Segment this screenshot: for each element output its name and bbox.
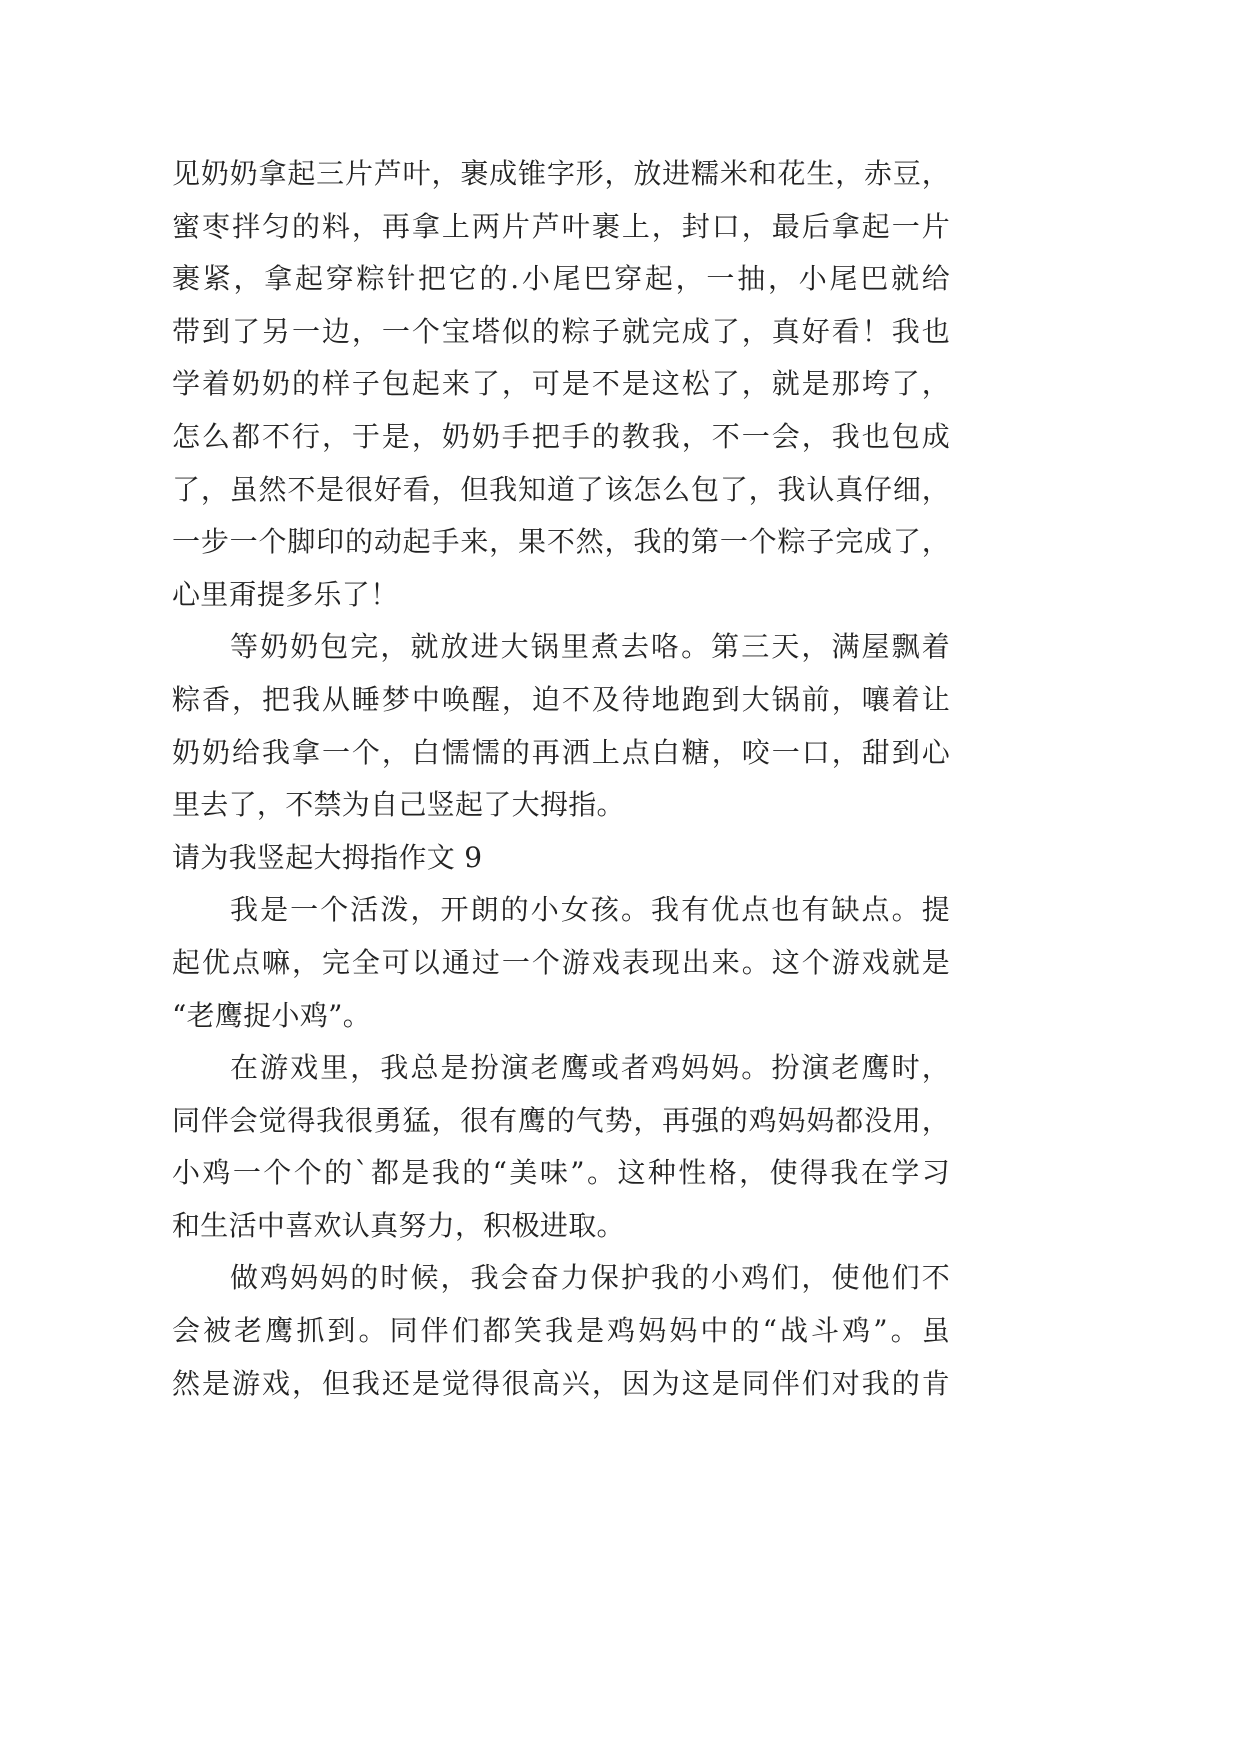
text-line: 起优点嘛，完全可以通过一个游戏表现出来。这个游戏就是	[172, 945, 950, 979]
text-line: 在游戏里，我总是扮演老鹰或者鸡妈妈。扮演老鹰时，	[230, 1051, 950, 1085]
text-line: 做鸡妈妈的时候，我会奋力保护我的小鸡们，使他们不	[230, 1261, 950, 1295]
paragraph	[172, 884, 950, 1042]
text-line: 同伴会觉得我很勇猛，很有鹰的气势，再强的鸡妈妈都没用，	[172, 1103, 950, 1137]
text-line: 蜜枣拌匀的料，再拿上两片芦叶裹上，封口，最后拿起一片	[172, 209, 950, 243]
text-line: 心里甭提多乐了！	[172, 577, 399, 611]
text-line: “老鹰捉小鸡”。	[172, 998, 372, 1032]
text-line: 带到了另一边，一个宝塔似的粽子就完成了，真好看！我也	[172, 314, 950, 348]
text-line: 见奶奶拿起三片芦叶，裹成锥字形，放进糯米和花生，赤豆，	[172, 157, 950, 190]
text-line: 粽香，把我从睡梦中唤醒，迫不及待地跑到大锅前，嚷着让	[172, 682, 950, 716]
text-line: 学着奶奶的样子包起来了，可是不是这松了，就是那垮了，	[172, 367, 950, 401]
paragraph	[172, 1042, 950, 1252]
text-line: 怎么都不行，于是，奶奶手把手的教我，不一会，我也包成	[172, 419, 950, 453]
paragraph	[172, 1252, 950, 1410]
text-line: 裹紧，拿起穿粽针把它的.小尾巴穿起，一抽，小尾巴就给	[172, 262, 950, 296]
text-line: 我是一个活泼，开朗的小女孩。我有优点也有缺点。提	[230, 893, 950, 927]
essay-heading: 请为我竖起大拇指作文 9	[172, 840, 483, 874]
text-line: 奶奶给我拿一个，白懦懦的再洒上点白糖，咬一口，甜到心	[172, 735, 950, 769]
text-line: 等奶奶包完，就放进大锅里煮去咯。第三天，满屋飘着	[230, 630, 950, 664]
text-line: 了，虽然不是很好看，但我知道了该怎么包了，我认真仔细，	[172, 472, 950, 506]
paragraph	[172, 621, 950, 831]
text-line: 一步一个脚印的动起手来，果不然，我的第一个粽子完成了，	[172, 525, 950, 559]
text-line: 会被老鹰抓到。同伴们都笑我是鸡妈妈中的“战斗鸡”。虽	[172, 1314, 950, 1348]
text-line: 然是游戏，但我还是觉得很高兴，因为这是同伴们对我的肯	[172, 1366, 950, 1400]
text-line: 和生活中喜欢认真努力，积极进取。	[172, 1208, 625, 1242]
text-line: 小鸡一个个的`都是我的“美味”。这种性格，使得我在学习	[172, 1156, 950, 1190]
text-line: 里去了，不禁为自己竖起了大拇指。	[172, 788, 625, 822]
document-body	[172, 148, 950, 1410]
paragraph	[172, 148, 950, 621]
